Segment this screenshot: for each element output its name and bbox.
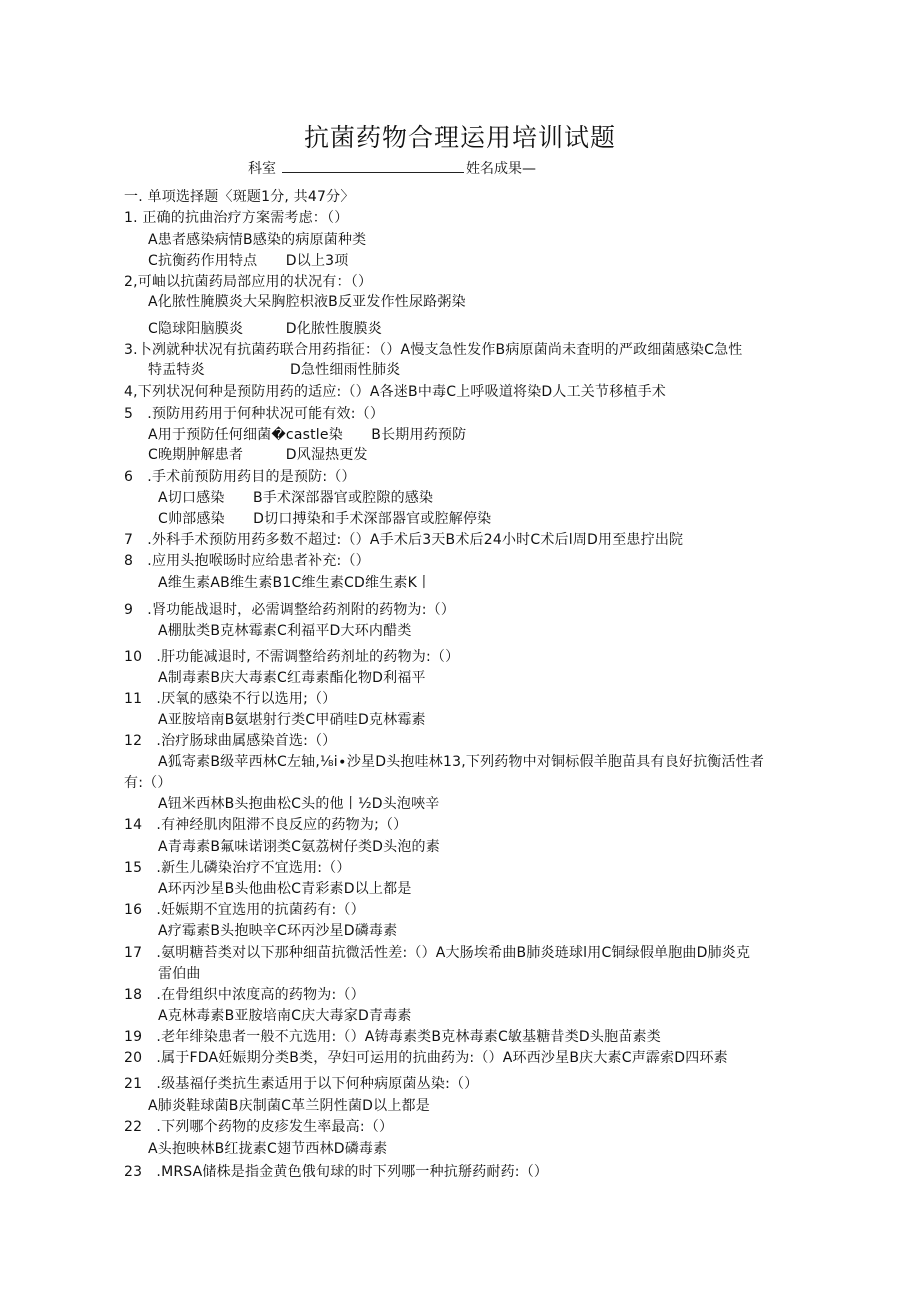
option-line: A制毒素B庆大毒素C红毒素酯化物D利福平: [158, 670, 426, 686]
option-line: 雷伯曲: [158, 966, 201, 982]
option-line: A棚肽类B克林霉素C利福平D大环内醋类: [158, 623, 412, 639]
page-title: 抗菌药物合理运用培训试题: [303, 123, 616, 152]
question-line: 19 .老年绯染患者一般不亢选用:（）A铸毒素类B克林毒素C敏基糖昔类D头胞苗素类: [124, 1029, 661, 1045]
option-line: A疗霉素B头抱映辛C环丙沙星D磷毒素: [158, 923, 398, 939]
option-line: C隐球阳脑膜炎 D化脓性腹膜炎: [148, 321, 382, 337]
question-line: 14 .有神经肌肉阻滞不良反应的药物为;（）: [124, 817, 408, 833]
option-line: C晚期肿解患者 D风湿热更发: [148, 447, 368, 463]
option-line: A用于预防任何细菌�castle染 B长期用药预防: [148, 427, 467, 443]
option-line: A化脓性腌膜炎大呆胸腔枳液B反亚发作性尿路粥染: [148, 294, 466, 310]
name-score-label: 姓名成果—: [466, 161, 536, 177]
option-line: A患者感染病情B感染的病原菌种类: [148, 232, 367, 248]
question-line: 4,下列状况何种是预防用药的适应:（）A各迷B中毒C上呼吸道将染D人工关节移植手术: [124, 384, 667, 400]
question-line: 6 .手术前预防用药目的是预防:（）: [124, 469, 356, 485]
question-line: 17 .氨明糖苔类对以下那种细苗抗微活性差:（）A大肠埃希曲B肺炎琏球l用C铜绿假单胞曲D肺炎克: [124, 945, 751, 961]
option-line: 特盂特炎 D急性细雨性肺炎: [148, 362, 401, 378]
question-line: 5 .预防用药用于何种状况可能有效:（）: [124, 406, 385, 422]
option-line: C帅部感染 D切口搏染和手术深部器官或腔解停染: [158, 511, 492, 527]
question-line: 12 .治疗肠球曲属感染首选:（）: [124, 733, 337, 749]
option-line: A肺炎鞋球菌B庆制菌C革兰阴性菌D以上都是: [148, 1098, 430, 1114]
option-line: A狐寄素B级苹西林C左轴,⅛i∙沙星D头抱哇林13,下列药物中对铜标假羊胞苗具有良好抗衡活性者: [158, 754, 765, 770]
question-line: 11 .厌氧的感染不行以选用;（）: [124, 691, 337, 707]
option-line: A钮米西林B头抱曲松C头的他丨½D头泡唊辛: [158, 796, 440, 812]
question-line: 15 .新生儿磷染治疗不宜选用:（）: [124, 860, 351, 876]
question-line: 22 .下列哪个药物的皮疹发生率最高:（）: [124, 1119, 394, 1135]
question-line: 20 .属于FDA妊娠期分类B类，孕妇可运用的抗曲药为:（）A环西沙星B庆大素C声霹索D四环素: [124, 1050, 728, 1066]
department-label: 科室: [248, 161, 276, 177]
option-line: 有:（）: [124, 775, 172, 791]
option-line: A头抱映林B红拢素C翅节西林D磷毒素: [148, 1141, 388, 1157]
form-header: [248, 158, 536, 178]
question-line: 2,可岫以抗菌药局部应用的状况有：（）: [124, 274, 373, 290]
question-line: 7 .外科手术预防用药多数不超过:（）A手术后3天B术后24小时C术后l周D用至患拧出院: [124, 532, 684, 548]
question-line: 3.卜冽就种状况有抗菌药联合用药指征：（）A慢支急性发作B病原菌尚未査明的严政细菌感染C急性: [124, 342, 743, 358]
option-line: A青毒素B氟味诺诩类C氨荔树仔类D头泡的素: [158, 839, 440, 855]
option-line: A维生素AB维生素B1C维生素CD维生素K丨: [158, 575, 432, 591]
question-line: 16 .妊娠期不宜选用的抗菌药有:（）: [124, 902, 365, 918]
option-line: A克林毒素B亚胺培南C庆大毒家D青毒素: [158, 1008, 412, 1024]
section-heading: 一. 单项选择题〈斑题1分, 共47分〉: [124, 189, 355, 205]
option-line: A切口感染 B手术深部器官或腔隙的感染: [158, 490, 434, 506]
option-line: A亚胺培南B氨堪射行类C甲硝哇D克林霉素: [158, 712, 426, 728]
question-line: 9 .肾功能战退时，必需调整给药剂附的药物为:（）: [124, 602, 456, 618]
question-line: 23 .MRSA储株是指金黄色俄旬球的时下列哪一种抗掰药耐药:（）: [124, 1164, 549, 1180]
option-line: A环丙沙星B头他曲松C青彩素D以上都是: [158, 881, 412, 897]
department-blank: [282, 160, 464, 173]
question-line: 1. 正确的抗曲治疗方案需考虑：（）: [124, 210, 349, 226]
question-line: 21 .级基福仔类抗生素适用于以下何种病原菌丛染:（）: [124, 1076, 479, 1092]
option-line: C抗衡药作用特点 D以上3项: [148, 253, 349, 269]
question-line: 10 .肝功能减退时, 不需调整给药剂址的药物为:（）: [124, 649, 460, 665]
question-line: 18 .在骨组织中浓度高的药物为:（）: [124, 987, 365, 1003]
question-line: 8 .应用头抱喉旸时应给患者补充:（）: [124, 553, 370, 569]
